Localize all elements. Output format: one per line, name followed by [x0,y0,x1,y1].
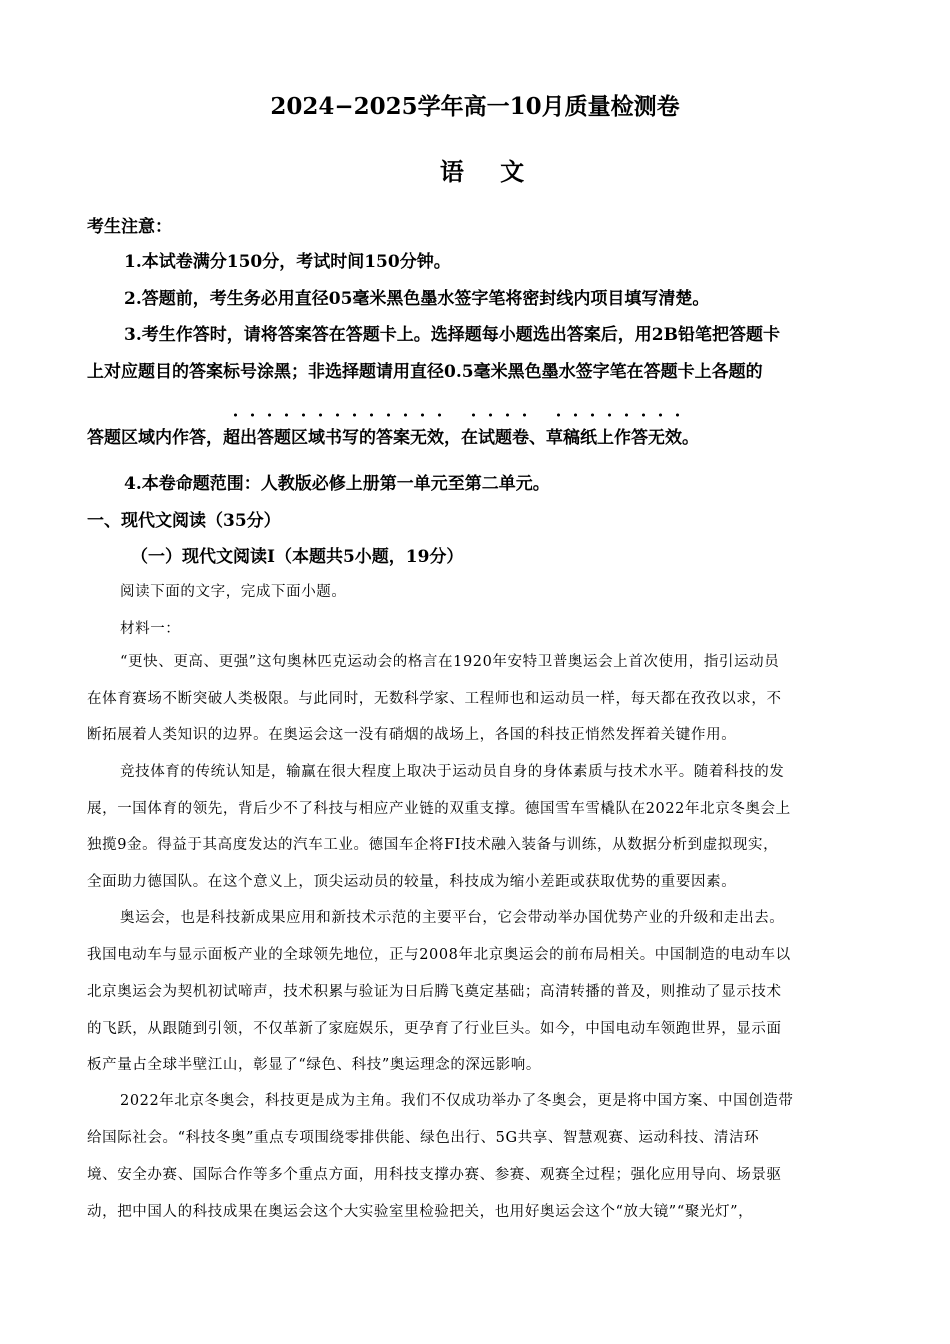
emphasis-text: 超出答题区域书写的答案无效 [223,428,444,448]
subject-title: 语 文 [439,157,539,186]
emphasized-text-2 [461,428,529,448]
passage-line: 竞技体育的传统认知是，输赢在很大程度上取决于运动员自身的身体素质与技术水平。随着科技的发 [120,764,785,780]
notice-item-3: 3.考生作答时，请将答案答在答题卡上。选择题每小题选出答案后，用2B铅笔把答题卡 [124,325,780,345]
emphasis-sep: 、 [529,428,546,448]
passage-line: 北京奥运会为契机初试啼声，技术积累与验证为日后腾飞奠定基础；高清转播的普及，则推动了显示技术 [87,984,782,1000]
emphasis-suffix: 。 [682,428,699,448]
passage-line: 独揽9金。得益于其高度发达的汽车工业。德国车企将FI技术融入装备与训练，从数据分析到虚拟现实， [87,837,779,853]
notice-item-3-cont: 上对应题目的答案标号涂黑；非选择题请用直径0.5毫米黑色墨水签字笔在答题卡上各题的 [87,362,763,382]
passage-line: 动，把中国人的科技成果在奥运会这个大实验室里检验把关，也用好奥运会这个“放大镜”“聚光灯”， [87,1204,754,1220]
material-label: 材料一： [120,621,181,637]
passage-line: 我国电动车与显示面板产业的全球领先地位，正与2008年北京奥运会的前布局相关。中国制造的电动车以 [87,947,791,963]
passage-line: 2022年北京冬奥会，科技更是成为主角。我们不仅成功举办了冬奥会，更是将中国方案、中国创造带 [120,1093,794,1109]
notice-item-2: 2.答题前，考生务必用直径05毫米黑色墨水签字笔将密封线内项目填写清楚。 [124,289,710,309]
notice-item-4: 4.本卷命题范围：人教版必修上册第一单元至第二单元。 [124,474,550,494]
passage-line: 给国际社会。“科技冬奥”重点专项围绕零排供能、绿色出行、5G共享、智慧观赛、运动科技、清洁环 [87,1130,760,1146]
passage-line: 展，一国体育的领先，背后少不了科技与相应产业链的双重支撑。德国雪车雪橇队在2022年北京冬奥会上 [87,801,791,817]
section-heading: 一、现代文阅读（35分） [87,511,281,531]
passage-line: 在体育赛场不断突破人类极限。与此同时，无数科学家、工程师也和运动员一样，每天都在孜孜以求，不 [87,691,782,707]
passage-line: 全面助力德国队。在这个意义上，顶尖运动员的较量，科技成为缩小差距或获取优势的重要因素。 [87,874,737,890]
subsection-heading: （一）现代文阅读Ⅰ（本题共5小题，19分） [131,547,464,567]
passage-line: 境、安全办赛、国际合作等多个重点方面，用科技支撑办赛、参赛、观赛全过程；强化应用导向、场景驱 [87,1167,782,1183]
passage-line: 板产量占全球半壁江山，彰显了“绿色、科技”奥运理念的深远影响。 [87,1057,541,1073]
notice-item-1: 1.本试卷满分150分，考试时间150分钟。 [124,252,451,272]
exam-title: 2024−2025学年高一10月质量检测卷 [270,93,680,120]
emphasized-text-1 [223,428,444,448]
emphasis-dots [546,412,682,418]
passage-line: 的飞跃，从跟随到引领，不仅革新了家庭娱乐，更孕育了行业巨头。如今，中国电动车领跑世界，显示面 [87,1021,782,1037]
emphasis-text: 在试题卷 [461,428,529,448]
passage-line: 奥运会，也是科技新成果应用和新技术示范的主要平台，它会带动举办国优势产业的升级和走出去。 [120,910,785,926]
notice-emphasis-line [87,423,699,448]
emphasis-mid: ， [444,428,461,448]
emphasis-dots [223,412,444,418]
passage-line: “更快、更高、更强”这句奥林匹克运动会的格言在1920年安特卫普奥运会上首次使用，指引运动员 [120,654,780,670]
notice-heading: 考生注意： [87,217,172,237]
reading-instruction: 阅读下面的文字，完成下面小题。 [120,584,347,600]
emphasis-text: 草稿纸上作答无效 [546,428,682,448]
emphasized-text-3 [546,428,682,448]
emphasis-dots [461,412,529,418]
passage-line: 断拓展着人类知识的边界。在奥运会这一没有硝烟的战场上，各国的科技正悄然发挥着关键作用。 [87,727,737,743]
emphasis-prefix: 答题区域内作答， [87,428,223,448]
